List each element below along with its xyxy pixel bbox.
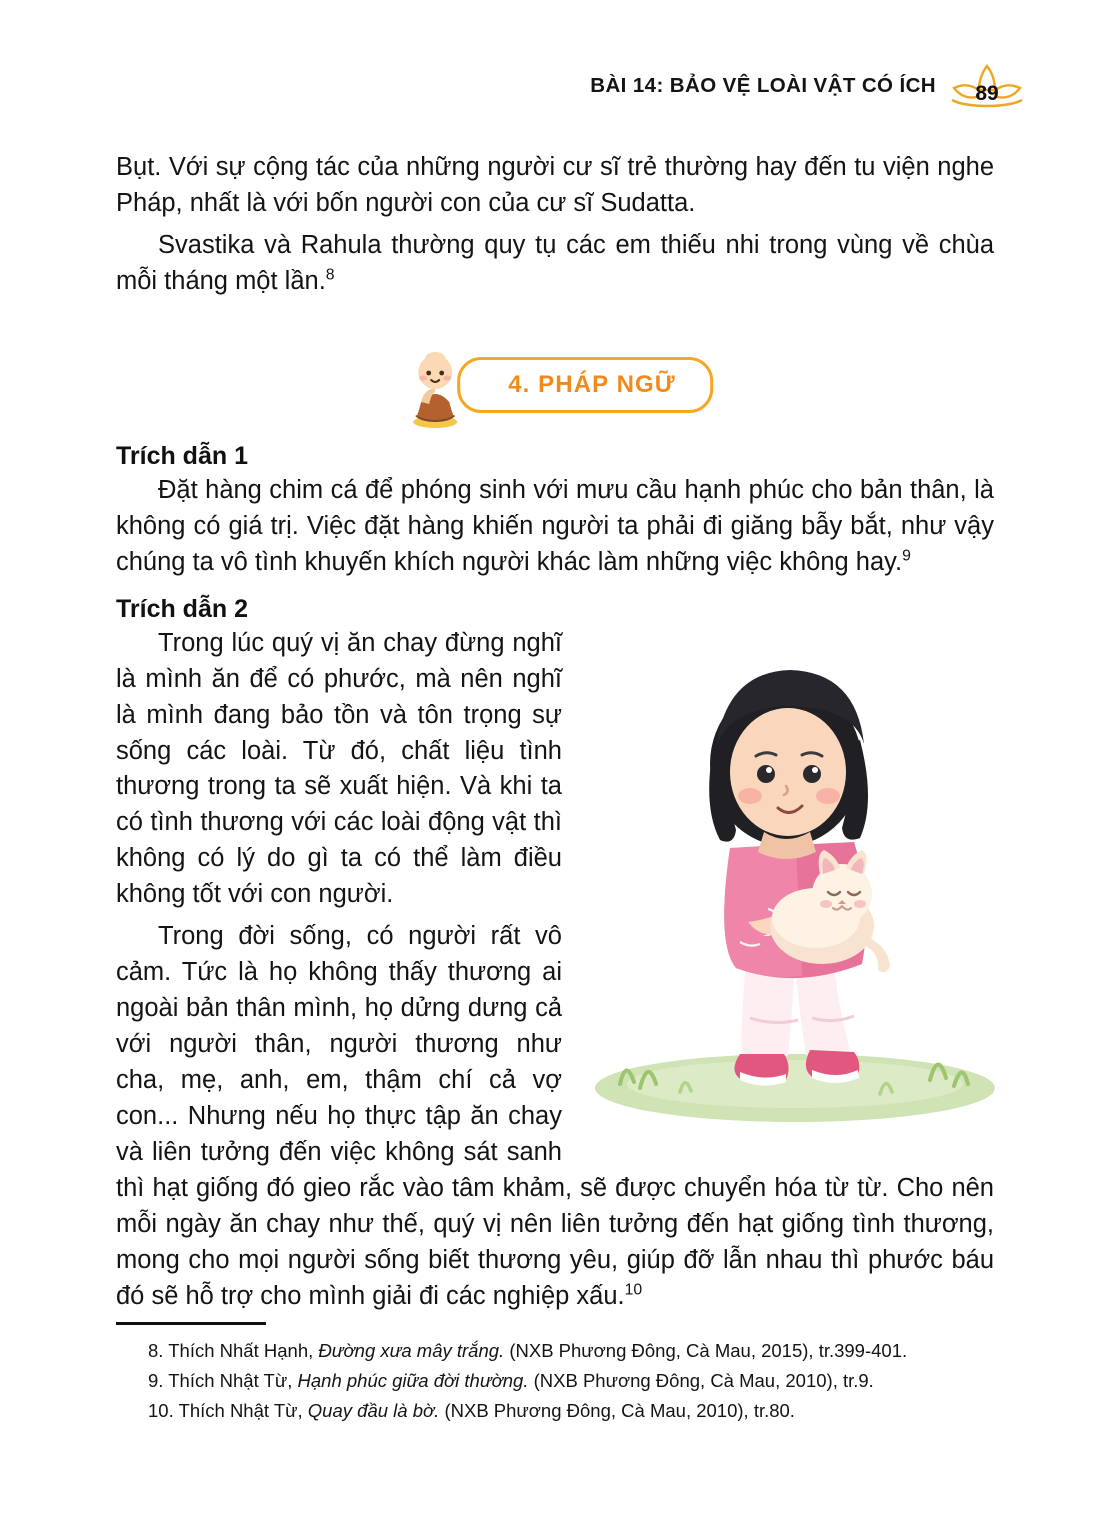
page-number: 89 (975, 82, 999, 105)
footnote-title: Quay đầu là bờ. (307, 1399, 440, 1421)
footnote-rest: (NXB Phương Đông, Cà Mau, 2015), tr.399-401. (509, 1340, 908, 1361)
footnote-marker-10: 10 (624, 1281, 643, 1299)
paragraph-svastika: Svastika và Rahula thường quy tụ các em thiếu nhi trong vùng về chùa mỗi tháng một lần.$^8$ (116, 230, 994, 295)
heading-quote-2: Trích dẫn 2 (116, 594, 248, 623)
footnotes-section (116, 1322, 994, 1427)
page-content (116, 150, 994, 1321)
running-head-title: BÀI 14: BẢO VỆ LOÀI VẬT CÓ ÍCH (590, 74, 936, 97)
monk-boy-icon (397, 342, 473, 428)
footnote-author: Thích Nhật Từ, (168, 1369, 293, 1391)
footnote-marker-9: 9 (902, 547, 911, 565)
footnote-divider (116, 1322, 266, 1325)
girl-holding-cat-illustration (580, 636, 1010, 1136)
footnote-title: Hạnh phúc giữa đời thường. (297, 1369, 529, 1391)
paragraph-quote-1: Đặt hàng chim cá để phóng sinh với mưu cầu hạnh phúc cho bản thân, là không có giá trị. Việc đặt hàng khiến người ta phải đi giăng bẫy bắt, như vậy chúng ta vô tình khuyến khích người khác làm những việc không hay.$^9$ (116, 475, 994, 576)
quote-2-body (116, 626, 994, 1321)
footnote-marker: 10. (148, 1399, 174, 1421)
footnote-rest: (NXB Phương Đông, Cà Mau, 2010), tr.9. (533, 1369, 874, 1391)
footnote-marker: 9. (148, 1369, 164, 1391)
section-banner-label: 4. PHÁP NGỮ (457, 357, 713, 413)
paragraph-quote-2b: Trong đời sống, có người rất vô cảm. Tức là họ không thấy thương ai ngoài bản thân mình, họ dửng dưng cả với người thân, người thương như cha, mẹ, anh, em, thậm chí cả vợ con... Nhưng nếu họ thực tập ăn chay và liên tưởng đến việc không sát sanh thì hạt giống đó gieo rắc vào tâm khảm, sẽ được chuyển hóa từ từ. Cho nên mỗi ngày ăn chay như thế, quý vị nên liên tưởng đến hạt giống tình thương, mong cho mọi người sống biết thương yêu, giúp đỡ lẫn nhau thì phước báu đó sẽ hỗ trợ cho mình giải đi các nghiệp xấu.$^{10}$ (116, 922, 994, 1310)
footnote-rest: (NXB Phương Đông, Cà Mau, 2010), tr.80. (444, 1399, 795, 1421)
footnote-item (116, 1338, 994, 1365)
paragraph-quote-2a: Trong lúc quý vị ăn chay đừng nghĩ là mình ăn để có phước, mà nên nghĩ là mình đang bảo tồn và tôn trọng sự sống các loài. Từ đó, chất liệu tình thương trong ta sẽ xuất hiện. Và khi ta có tình thương với các loài động vật thì không có lý do gì ta có thể làm điều không tốt với con người. (116, 628, 562, 909)
footnote-title: Đường xưa mây trắng. (318, 1340, 505, 1361)
footnote-marker-8: 8 (325, 266, 335, 284)
footnote-marker: 8. (148, 1340, 164, 1361)
footnote-item (116, 1398, 994, 1425)
heading-quote-1: Trích dẫn 1 (116, 441, 248, 470)
footnote-author: Thích Nhất Hạnh, (168, 1340, 314, 1361)
section-banner (397, 342, 713, 428)
paragraph-continuation: Bụt. Với sự cộng tác của những người cư sĩ trẻ thường hay đến tu viện nghe Pháp, nhất là với bốn người con của cư sĩ Sudatta. (116, 153, 994, 217)
footnote-item (116, 1368, 994, 1395)
footnote-author: Thích Nhật Từ, (178, 1399, 303, 1421)
section-banner-wrap (116, 324, 994, 428)
page-header (590, 62, 1028, 110)
page-number-badge (946, 62, 1028, 110)
